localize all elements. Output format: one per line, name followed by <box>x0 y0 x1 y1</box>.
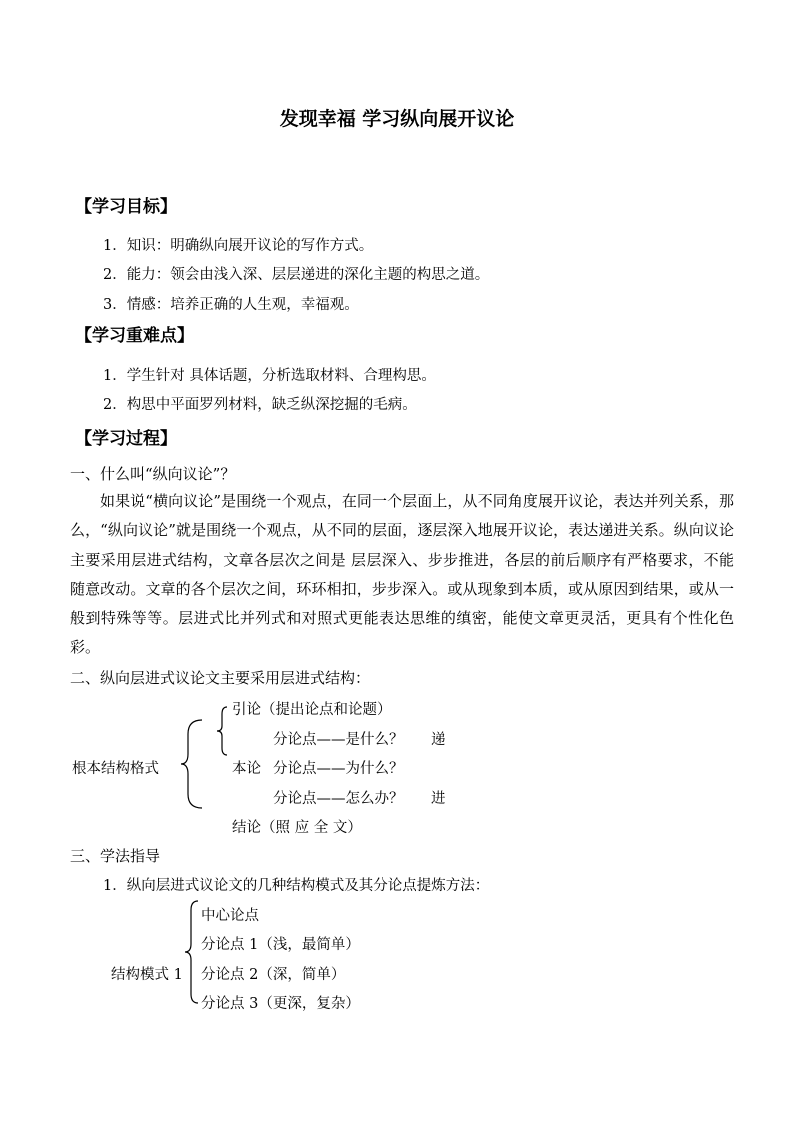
goal-item: 3．情感：培养正确的人生观，幸福观。 <box>103 297 359 313</box>
diagram1-side-label-top: 递 <box>431 732 446 748</box>
diagram1-body-label: 本论 <box>232 761 261 777</box>
diagram2-root-label: 结构模式 1 <box>111 967 183 983</box>
heading-goals: 【学习目标】 <box>75 197 177 217</box>
diagram1-point-1: 分论点——是什么？ <box>273 732 404 748</box>
key-point-item: 2．构思中平面罗列材料，缺乏纵深挖掘的毛病。 <box>103 397 417 413</box>
heading-process: 【学习过程】 <box>75 429 177 449</box>
question-2: 二、纵向层进式议论文主要采用层进式结构： <box>70 669 371 687</box>
diagram1-side-label-bottom: 进 <box>431 791 446 807</box>
definition-paragraph: 如果说“横向议论”是围绕一个观点，在同一个层面上，从不同角度展开议论，表达并列关系，那么，“纵向议论”就是围绕一个观点，从不同的层面，逐层深入地展开议论，表达递进关系。纵向议论主要采用层进式结构，文章各层次之间是 层层深入、步步推进，各层的前后顺序有严格要求，不能随意改动。文章的各个层次之间，环环相扣，步步深入。或从现象到本质，或从原因到结果，或从一般到特殊等等。层进式比并列式和对照式更能表达思维的缜密，能使文章更灵活，更具有个性化色彩。 <box>70 492 734 657</box>
diagram1-inner-brace <box>213 706 233 756</box>
method-item-1: 1．纵向层进式议论文的几种结构模式及其分论点提炼方法： <box>103 878 490 894</box>
diagram1-point-2: 分论点——为什么？ <box>273 761 404 777</box>
diagram2-brace <box>183 900 201 1004</box>
goal-item: 1．知识：明确纵向展开议论的写作方式。 <box>103 238 374 254</box>
diagram2-item: 分论点 1（浅，最简单） <box>201 937 360 953</box>
diagram2-item: 分论点 2（深，简单） <box>201 967 346 983</box>
question-1: 一、什么叫“纵向议论”？ <box>70 465 236 483</box>
page-title: 发现幸福 学习纵向展开议论 <box>279 108 515 130</box>
question-3: 三、学法指导 <box>70 847 161 865</box>
diagram1-point-3: 分论点——怎么办？ <box>273 791 404 807</box>
diagram1-root-label: 根本结构格式 <box>72 761 159 777</box>
diagram1-intro: 引论（提出论点和论题） <box>232 702 392 718</box>
key-point-item: 1．学生针对 具体话题，分析选取材料、合理构思。 <box>103 368 436 384</box>
diagram1-conclusion: 结论（照 应 全 文） <box>232 820 362 836</box>
diagram2-item: 中心论点 <box>201 908 259 924</box>
goal-item: 2．能力：领会由浅入深、层层递进的深化主题的构思之道。 <box>103 267 490 283</box>
heading-key-points: 【学习重难点】 <box>75 326 194 346</box>
diagram2-item: 分论点 3（更深，复杂） <box>201 996 360 1012</box>
